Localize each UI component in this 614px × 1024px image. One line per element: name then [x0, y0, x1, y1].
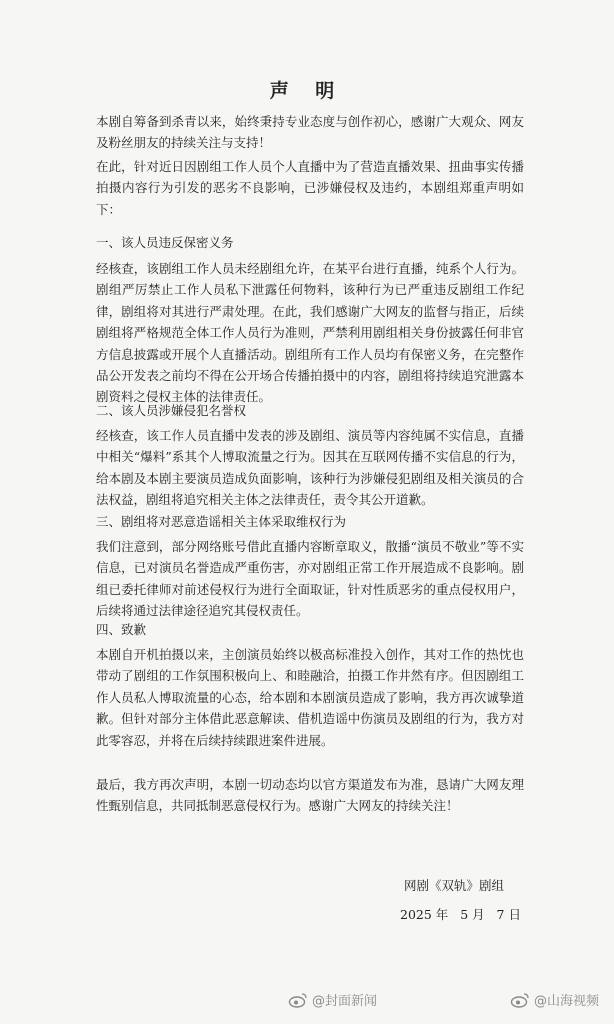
section-4-heading: 四、致歉 [96, 622, 147, 637]
date: 2025 年 5 月 7 日 [400, 907, 521, 922]
intro-paragraph-2: 在此，针对近日因剧组工作人员个人直播中为了营造直播效果、扭曲事实传播拍摄内容行为引发的恶劣不良影响，已涉嫌侵权及违约，本剧组郑重声明如下： [96, 159, 524, 217]
watermark-right-text: @山海视频 [534, 994, 600, 1009]
weibo-icon [510, 992, 530, 1008]
section-4-body: 本剧自开机拍摄以来，主创演员始终以极高标准投入创作，其对工作的热忱也带动了剧组的工作氛围积极向上、和睦融洽，拍摄工作井然有序。但因剧组工作人员私人博取流量的心态，给本剧和本剧演员造成了影响，我方再次诚挚道歉。但针对部分主体借此恶意解读、借机造谣中伤演员及剧组的行为，我方对此零容忍，并将在后续持续跟进案件进展。 [96, 647, 524, 748]
section-2-body: 经核查，该工作人员直播中发表的涉及剧组、演员等内容纯属不实信息，直播中相关“爆料”系其个人博取流量之行为。因其在互联网传播不实信息的行为，给本剧及本剧主要演员造成负面影响，该种行为涉嫌侵犯剧组及相关演员的合法权益，剧组将追究相关主体之法律责任，责令其公开道歉。 [96, 428, 524, 508]
watermark-right [510, 990, 599, 1009]
signature: 网剧《双轨》剧组 [404, 878, 505, 893]
watermark-left-text: @封面新闻 [312, 994, 378, 1009]
section-1-body: 经核查，该剧组工作人员未经剧组允许，在某平台进行直播，纯系个人行为。剧组严厉禁止工作人员私下泄露任何物料，该种行为已严重违反剧组工作纪律，剧组将对其进行严肃处理。在此，我们感谢广大网友的监督与指正，后续剧组将严格规范全体工作人员行为准则，严禁利用剧组相关身份披露任何非官方信息披露或开展个人直播活动。剧组所有工作人员均有保密义务，在完整作品公开发表之前均不得在公开场合传播拍摄中的内容，剧组将持续追究泄露本剧资料之侵权主体的法律责任。 [96, 261, 524, 405]
section-3-heading: 三、剧组将对恶意造谣相关主体采取维权行为 [96, 514, 347, 529]
section-3-body: 我们注意到，部分网络账号借此直播内容断章取义，散播“演员不敬业”等不实信息，已对演员名誉造成严重伤害，亦对剧组正常工作开展造成不良影响。剧组已委托律师对前述侵权行为进行全面取证，针对性质恶劣的重点侵权用户，后续将通过法律途径追究其侵权责任。 [96, 539, 524, 619]
section-2-heading: 二、该人员涉嫌侵犯名誉权 [96, 403, 247, 418]
watermark-left [288, 990, 377, 1009]
closing-paragraph: 最后，我方再次声明，本剧一切动态均以官方渠道发布为准，恳请广大网友理性甄别信息，共同抵制恶意侵权行为。感谢广大网友的持续关注！ [96, 777, 524, 814]
weibo-icon [288, 992, 308, 1008]
section-1-heading: 一、该人员违反保密义务 [96, 235, 234, 250]
intro-paragraph-1: 本剧自筹备到杀青以来，始终秉持专业态度与创作初心，感谢广大观众、网友及粉丝朋友的持续关注与支持！ [96, 114, 524, 151]
page-title: 声 明 [269, 80, 345, 102]
